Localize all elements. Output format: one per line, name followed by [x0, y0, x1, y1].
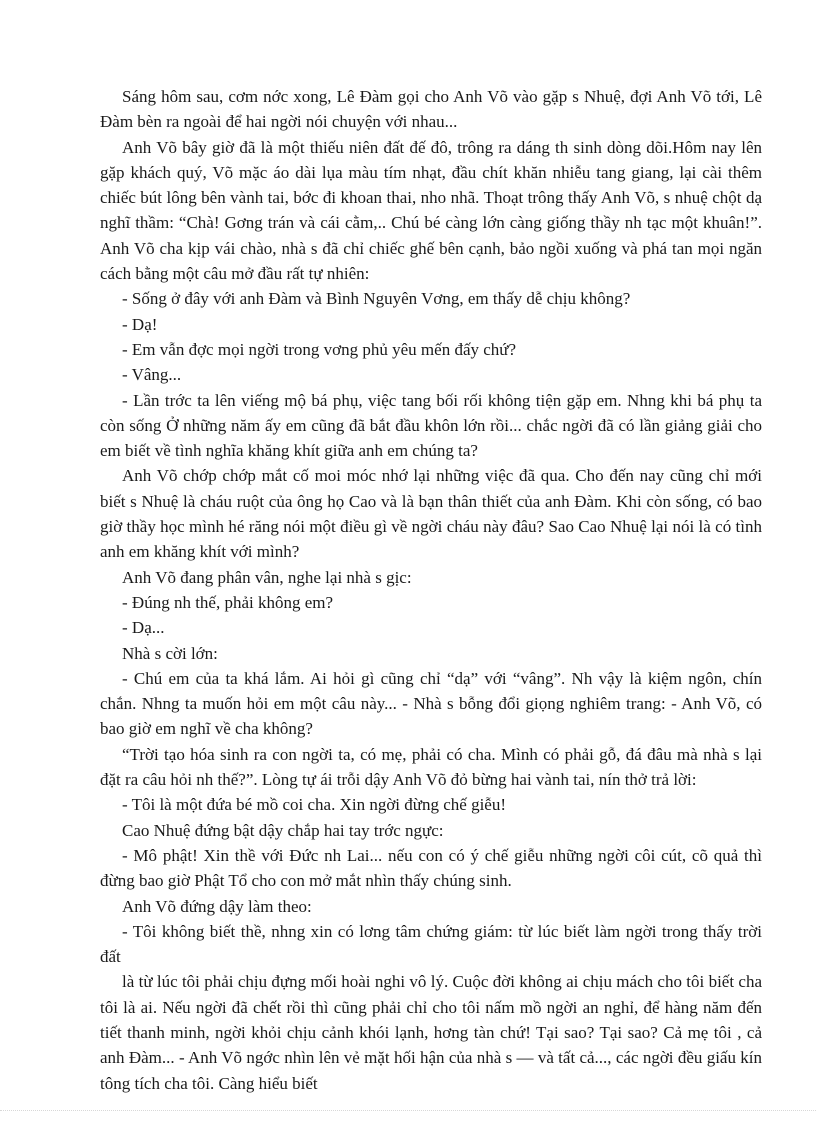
- paragraph-19: - Tôi không biết thề, nhng xin có lơng tâm chứng giám: từ lúc biết làm ngời trong thấy trời đất: [100, 921, 762, 967]
- paragraph-15: - Tôi là một đứa bé mồ coi cha. Xin ngời đừng chế giễu!: [122, 795, 507, 815]
- page-bottom-rule: [0, 1110, 816, 1111]
- paragraph-5: - Em vẫn đợc mọi ngời trong vơng phủ yêu mến đấy chứ?: [122, 339, 517, 359]
- paragraph-4: - Dạ!: [122, 314, 158, 334]
- paragraph-7: - Lần trớc ta lên viếng mộ bá phụ, việc tang bối rối không tiện gặp em. Nhng khi bá phụ ta còn sống Ở những năm ấy em cũng đã bắt đầu khôn lớn rồi... chắc ngời đã có lần giảng giải cho em biết về tình nghĩa khăng khít giữa anh em chúng ta?: [100, 390, 762, 461]
- paragraph-6: - Vâng...: [122, 365, 182, 385]
- paragraph-1: Sáng hôm sau, cơm nớc xong, Lê Đàm gọi cho Anh Võ vào gặp s Nhuệ, đợi Anh Võ tới, Lê Đàm bèn ra ngoài để hai ngời nói chuyện với nhau...: [100, 87, 762, 132]
- paragraph-13: - Chú em của ta khá lắm. Ai hỏi gì cũng chỉ “dạ” với “vâng”. Nh vậy là kiệm ngôn, chín chắn. Nhng ta muốn hỏi em một câu này... - Nhà s bỗng đổi giọng nghiêm trang: - Anh Võ, có bao giờ em nghĩ về cha không?: [100, 668, 762, 739]
- paragraph-12: Nhà s cời lớn:: [122, 643, 218, 663]
- paragraph-10: - Đúng nh thế, phải không em?: [122, 592, 334, 612]
- paragraph-11: - Dạ...: [122, 618, 165, 638]
- paragraph-18: Anh Võ đứng dậy làm theo:: [122, 896, 312, 916]
- paragraph-17: - Mô phật! Xin thề với Đức nh Lai... nếu con có ý chế giễu những ngời côi cút, cõ quả thì đừng bao giờ Phật Tổ cho con mở mắt nhìn thấy chúng sinh.: [100, 845, 762, 891]
- paragraph-20: là từ lúc tôi phải chịu đựng mối hoài nghi vô lý. Cuộc đời không ai chịu mách cho tôi biết cha tôi là ai. Nếu ngời đã chết rồi thì cũng phải chỉ cho tôi nấm mồ ngời an nghỉ, để hàng năm đến tiết thanh minh, ngời khỏi chịu cảnh khói lạnh, hơng tàn chứ! Tại sao? Tại sao? Cả mẹ tôi , cả anh Đàm... - Anh Võ ngớc nhìn lên vẻ mặt hối hận của nhà s — và tất cả..., các ngời đều giấu kín tông tích cha tôi. Càng hiểu biết: [100, 972, 762, 1093]
- paragraph-9: Anh Võ đang phân vân, nghe lại nhà s gịc:: [122, 567, 412, 587]
- document-body: [100, 84, 762, 1096]
- paragraph-8: Anh Võ chớp chớp mắt cố moi móc nhớ lại những việc đã qua. Cho đến nay cũng chỉ mới biết s Nhuệ là cháu ruột của ông họ Cao và là bạn thân thiết của anh Đàm. Khi còn sống, có bao giờ thầy học mình hé răng nói một điều gì về ngời cháu này đâu? Sao Cao Nhuệ lại nói là có tình anh em khăng khít với mình?: [100, 466, 762, 562]
- paragraph-2: Anh Võ bây giờ đã là một thiếu niên đất đế đô, trông ra dáng th sinh dòng dõi.Hôm nay lên gặp khách quý, Võ mặc áo dài lụa màu tím nhạt, đầu chít khăn nhiễu tang giang, lại cài thêm chiếc bút lông bên vành tai, bớc đi khoan thai, nho nhã. Thoạt trông thấy Anh Võ, s nhuệ chột dạ nghĩ thầm: “Chà! Gơng trán và cái cằm,.. Chú bé càng lớn càng giống thầy nh tạc một khuân!”. Anh Võ cha kịp vái chào, nhà s đã chỉ chiếc ghế bên cạnh, bảo ngồi xuống và phá tan mọi ngăn cách bằng một câu mở đầu rất tự nhiên:: [100, 137, 762, 284]
- paragraph-3: - Sống ở đây với anh Đàm và Bình Nguyên Vơng, em thấy dễ chịu không?: [122, 289, 631, 309]
- paragraph-16: Cao Nhuệ đứng bật dậy chắp hai tay trớc ngực:: [122, 820, 444, 840]
- paragraph-14: “Trời tạo hóa sinh ra con ngời ta, có mẹ, phải có cha. Mình có phải gỗ, đá đâu mà nhà s lại đặt ra câu hỏi nh thế?”. Lòng tự ái trỗi dậy Anh Võ đỏ bừng hai vành tai, nín thở trả lời:: [100, 744, 762, 790]
